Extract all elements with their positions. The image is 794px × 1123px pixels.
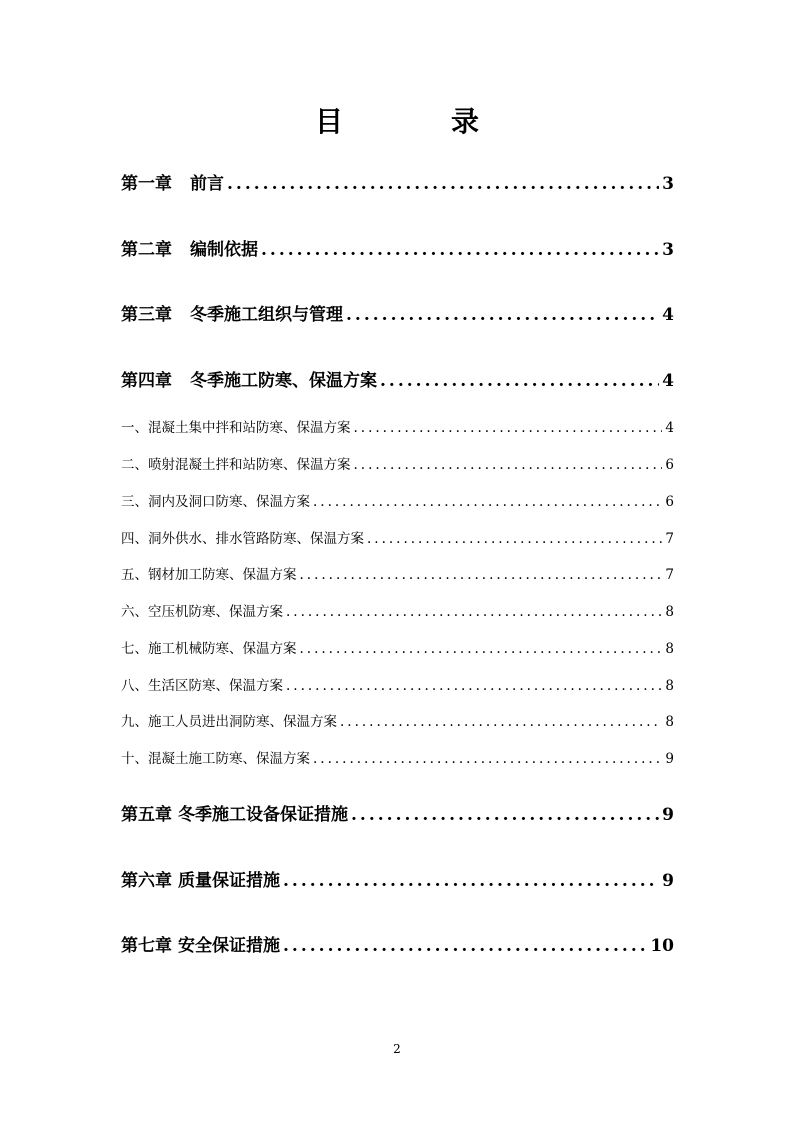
toc-section-8[interactable]: [121, 674, 674, 694]
page-number: 8: [665, 714, 674, 730]
chapter-number: 第七章: [121, 936, 172, 956]
chapter-number: 第三章: [121, 305, 172, 325]
chapter-title: 安全保证措施: [178, 936, 280, 956]
dot-leader: [300, 641, 663, 657]
chapter-title: 质量保证措施: [178, 871, 280, 891]
dot-leader: [367, 531, 662, 547]
toc-chapter-5[interactable]: [121, 801, 674, 825]
page-number: 8: [665, 641, 674, 657]
dot-leader: [346, 305, 659, 325]
toc-section-9[interactable]: [121, 710, 674, 730]
dot-leader: [340, 714, 662, 730]
dot-leader: [380, 371, 659, 391]
toc-section-2[interactable]: [121, 453, 674, 473]
section-title: 七、施工机械防寒、保温方案: [121, 641, 297, 657]
dot-leader: [283, 936, 647, 956]
page-number: 7: [665, 567, 674, 583]
section-title: 二、喷射混凝土拌和站防寒、保温方案: [121, 457, 351, 473]
dot-leader: [261, 240, 659, 260]
chapter-number: 第一章: [121, 174, 172, 194]
page-number: 9: [665, 751, 674, 767]
dot-leader: [286, 604, 662, 620]
chapter-title: 冬季施工组织与管理: [190, 305, 343, 325]
dot-leader: [313, 751, 662, 767]
toc-section-1[interactable]: [121, 416, 674, 436]
section-title: 九、施工人员进出洞防寒、保温方案: [121, 714, 337, 730]
dot-leader: [227, 174, 659, 194]
dot-leader: [283, 871, 659, 891]
toc-section-3[interactable]: [121, 490, 674, 510]
page-number: 8: [665, 604, 674, 620]
page-title: 目 录: [314, 105, 519, 138]
section-title: 六、空压机防寒、保温方案: [121, 604, 283, 620]
section-title: 四、洞外供水、排水管路防寒、保温方案: [121, 531, 364, 547]
page-number: 9: [662, 871, 674, 891]
section-title: 八、生活区防寒、保温方案: [121, 678, 283, 694]
dot-leader: [286, 678, 662, 694]
page-number: 4: [662, 305, 674, 325]
page-number: 4: [662, 371, 674, 391]
section-title: 五、钢材加工防寒、保温方案: [121, 567, 297, 583]
page-number: 9: [662, 805, 674, 825]
toc-section-4[interactable]: [121, 527, 674, 547]
chapter-title: 前言: [190, 174, 224, 194]
toc-chapter-6[interactable]: [121, 867, 674, 891]
page-number: 4: [665, 420, 674, 436]
chapter-title: 冬季施工防寒、保温方案: [190, 371, 377, 391]
dot-leader: [313, 494, 662, 510]
chapter-number: 第六章: [121, 871, 172, 891]
dot-leader: [351, 805, 659, 825]
chapter-title: 冬季施工设备保证措施: [178, 805, 348, 825]
page-number: 10: [650, 936, 674, 956]
toc-section-5[interactable]: [121, 563, 674, 583]
chapter-number: 第四章: [121, 371, 172, 391]
toc-chapter-3[interactable]: [121, 301, 674, 325]
chapter-number: 第五章: [121, 805, 172, 825]
toc-chapter-4[interactable]: [121, 367, 674, 391]
page-number: 3: [662, 174, 674, 194]
dot-leader: [300, 567, 663, 583]
toc-section-10[interactable]: [121, 747, 674, 767]
dot-leader: [354, 457, 663, 473]
toc-section-7[interactable]: [121, 637, 674, 657]
chapter-number: 第二章: [121, 240, 172, 260]
toc-chapter-2[interactable]: [121, 236, 674, 260]
footer-page-number: 2: [393, 1042, 401, 1056]
section-title: 十、混凝土施工防寒、保温方案: [121, 751, 310, 767]
page-number: 6: [665, 494, 674, 510]
page-number: 3: [662, 240, 674, 260]
page-number: 8: [665, 678, 674, 694]
toc-chapter-7[interactable]: [121, 932, 674, 956]
section-title: 一、混凝土集中拌和站防寒、保温方案: [121, 420, 351, 436]
section-title: 三、洞内及洞口防寒、保温方案: [121, 494, 310, 510]
page-number: 6: [665, 457, 674, 473]
toc-chapter-1[interactable]: [121, 170, 674, 194]
chapter-title: 编制依据: [190, 240, 258, 260]
page-number: 7: [665, 531, 674, 547]
toc-section-6[interactable]: [121, 600, 674, 620]
dot-leader: [354, 420, 663, 436]
